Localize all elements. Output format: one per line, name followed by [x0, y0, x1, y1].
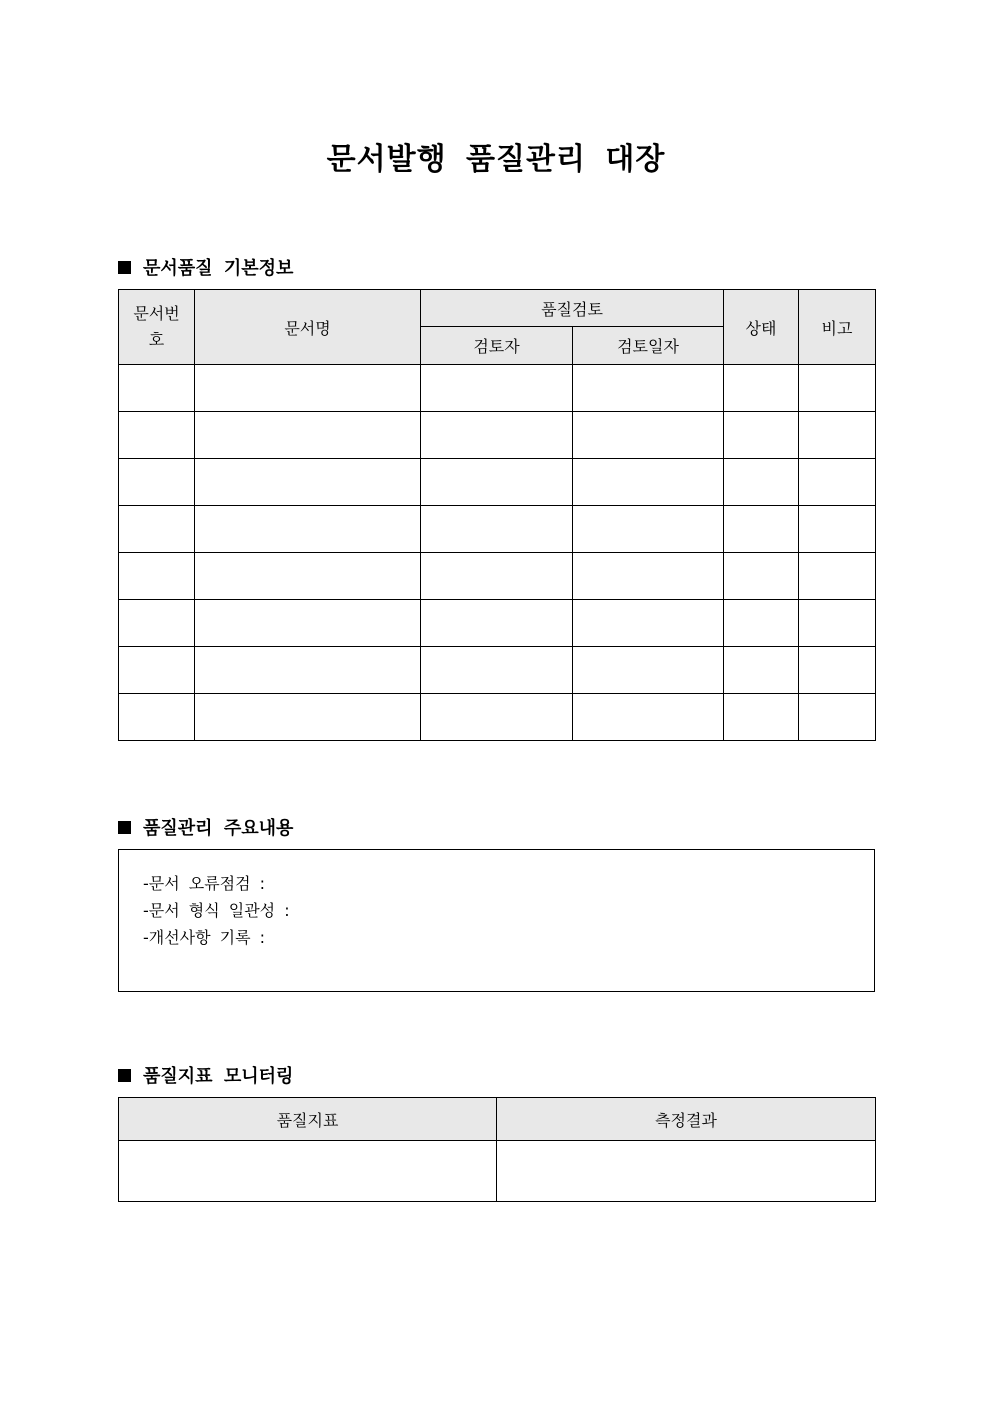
cell-status[interactable]: [724, 647, 799, 694]
content-line-format-consistency: -문서 형식 일관성 :: [143, 901, 290, 920]
table-row: [119, 553, 876, 600]
cell-review-date[interactable]: [573, 412, 724, 459]
cell-reviewer[interactable]: [421, 647, 573, 694]
cell-review-date[interactable]: [573, 600, 724, 647]
cell-doc-number[interactable]: [119, 694, 195, 741]
cell-status[interactable]: [724, 506, 799, 553]
table-row: [119, 506, 876, 553]
cell-doc-number[interactable]: [119, 365, 195, 412]
section-heading-label: 문서품질 기본정보: [143, 258, 294, 279]
indicator-table: [118, 1097, 876, 1202]
square-bullet-icon: [118, 1069, 131, 1082]
square-bullet-icon: [118, 821, 131, 834]
cell-doc-number[interactable]: [119, 600, 195, 647]
section-heading-main-content: [118, 814, 293, 840]
table-row: [119, 647, 876, 694]
cell-review-date[interactable]: [573, 459, 724, 506]
cell-review-date[interactable]: [573, 647, 724, 694]
cell-remarks[interactable]: [799, 412, 876, 459]
cell-remarks[interactable]: [799, 600, 876, 647]
cell-remarks[interactable]: [799, 365, 876, 412]
main-content-box[interactable]: [118, 849, 875, 992]
section-heading-indicator: [118, 1062, 293, 1088]
header-review-date: 검토일자: [573, 327, 724, 365]
cell-doc-name[interactable]: [195, 412, 421, 459]
header-reviewer: 검토자: [421, 327, 573, 365]
cell-review-date[interactable]: [573, 506, 724, 553]
cell-reviewer[interactable]: [421, 506, 573, 553]
cell-reviewer[interactable]: [421, 459, 573, 506]
cell-review-date[interactable]: [573, 553, 724, 600]
header-remarks: 비고: [799, 290, 876, 365]
cell-doc-name[interactable]: [195, 506, 421, 553]
cell-review-date[interactable]: [573, 694, 724, 741]
header-status: 상태: [724, 290, 799, 365]
cell-doc-name[interactable]: [195, 600, 421, 647]
cell-doc-number[interactable]: [119, 647, 195, 694]
cell-reviewer[interactable]: [421, 694, 573, 741]
cell-indicator[interactable]: [119, 1141, 497, 1202]
cell-status[interactable]: [724, 553, 799, 600]
cell-status[interactable]: [724, 694, 799, 741]
page-title: 문서발행 품질관리 대장: [326, 142, 666, 177]
header-quality-review: 품질검토: [421, 290, 724, 327]
content-line-improvement-record: -개선사항 기록 :: [143, 928, 266, 947]
cell-doc-name[interactable]: [195, 553, 421, 600]
cell-doc-name[interactable]: [195, 647, 421, 694]
cell-reviewer[interactable]: [421, 412, 573, 459]
header-doc-name: 문서명: [195, 290, 421, 365]
cell-status[interactable]: [724, 412, 799, 459]
cell-remarks[interactable]: [799, 694, 876, 741]
cell-remarks[interactable]: [799, 647, 876, 694]
table-row: [119, 412, 876, 459]
table-row: [119, 600, 876, 647]
header-result: 측정결과: [497, 1098, 876, 1141]
square-bullet-icon: [118, 261, 131, 274]
cell-remarks[interactable]: [799, 506, 876, 553]
cell-remarks[interactable]: [799, 553, 876, 600]
cell-remarks[interactable]: [799, 459, 876, 506]
content-line-error-check: -문서 오류점검 :: [143, 874, 266, 893]
cell-status[interactable]: [724, 365, 799, 412]
table-row: [119, 694, 876, 741]
cell-status[interactable]: [724, 600, 799, 647]
cell-reviewer[interactable]: [421, 553, 573, 600]
cell-doc-name[interactable]: [195, 459, 421, 506]
cell-doc-name[interactable]: [195, 365, 421, 412]
cell-doc-name[interactable]: [195, 694, 421, 741]
basic-info-table: [118, 289, 876, 741]
cell-reviewer[interactable]: [421, 365, 573, 412]
section-heading-label: 품질관리 주요내용: [143, 818, 294, 839]
cell-doc-number[interactable]: [119, 506, 195, 553]
header-indicator: 품질지표: [119, 1098, 497, 1141]
cell-doc-number[interactable]: [119, 412, 195, 459]
table-row: [119, 459, 876, 506]
cell-status[interactable]: [724, 459, 799, 506]
section-heading-label: 품질지표 모니터링: [143, 1066, 294, 1087]
cell-doc-number[interactable]: [119, 459, 195, 506]
cell-review-date[interactable]: [573, 365, 724, 412]
section-heading-basic-info: [118, 254, 293, 280]
cell-reviewer[interactable]: [421, 600, 573, 647]
table-row: [119, 1141, 876, 1202]
cell-doc-number[interactable]: [119, 553, 195, 600]
table-row: [119, 365, 876, 412]
cell-result[interactable]: [497, 1141, 876, 1202]
header-doc-number: 문서번호: [119, 290, 195, 365]
